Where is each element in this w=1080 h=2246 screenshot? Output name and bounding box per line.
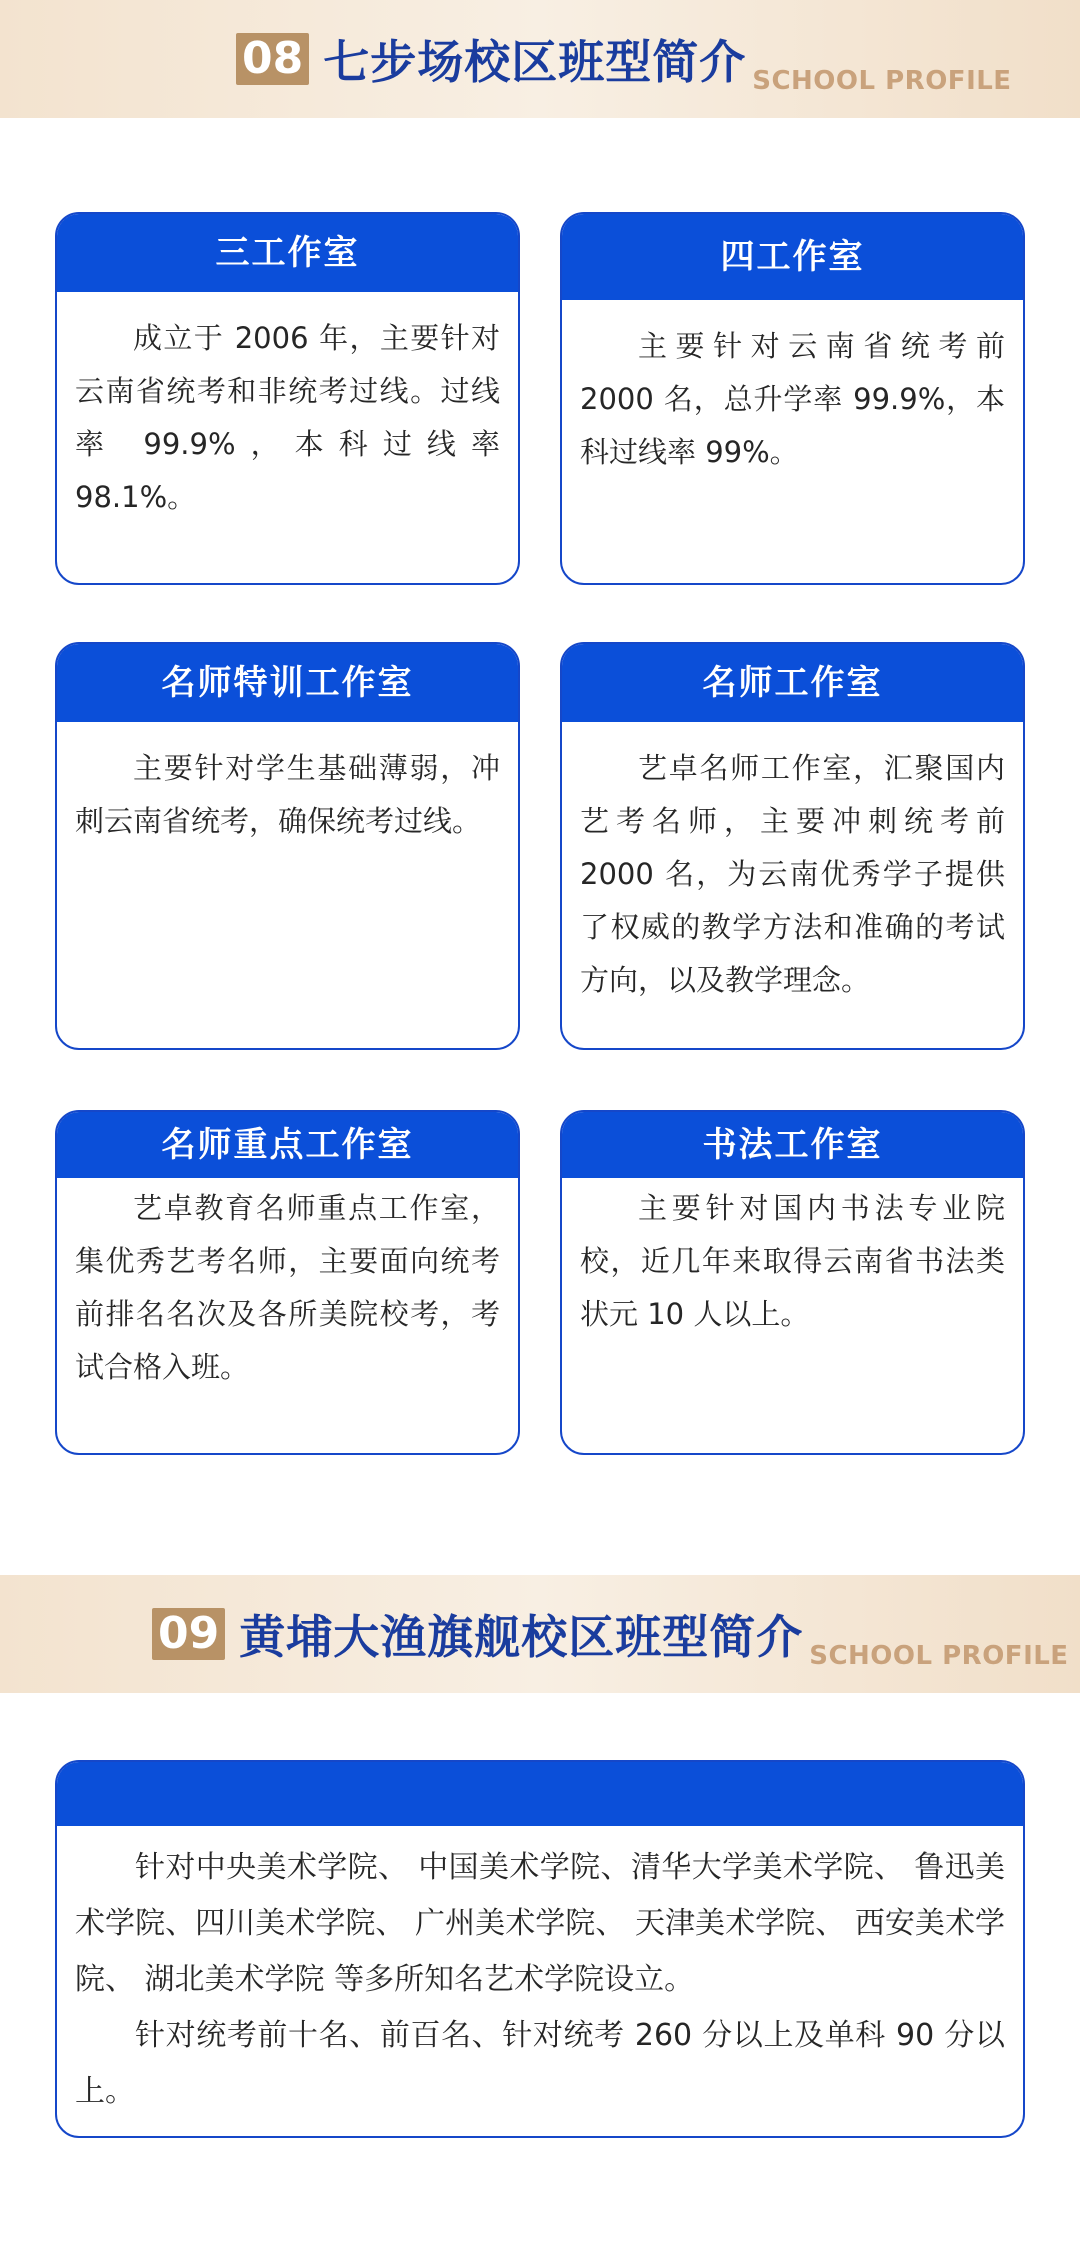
- card-title: 书法工作室: [562, 1112, 1023, 1178]
- section-09-number: 09: [152, 1608, 225, 1660]
- card-text: 艺卓名师工作室，汇聚国内艺考名师，主要冲刺统考前 2000 名，为云南优秀学子提供了权威的教学方法和准确的考试方向，以及教学理念。: [580, 751, 1005, 997]
- section-09-title: 黄埔大渔旗舰校区班型简介: [239, 1610, 804, 1664]
- card-text: 艺卓教育名师重点工作室，集优秀艺考名师，主要面向统考前排名名次及各所美院校考，考试合格入班。: [75, 1191, 500, 1384]
- section-09-subtitle: SCHOOL PROFILE: [809, 1641, 1069, 1671]
- card-title: 三工作室: [57, 214, 518, 292]
- card-text: [57, 1826, 1023, 2120]
- studio-card-mingshi-zhongdian: [55, 1110, 520, 1455]
- card-title: 名师重点工作室: [57, 1112, 518, 1178]
- card-text: 主要针对国内书法专业院校，近几年来取得云南省书法类状元 10 人以上。: [580, 1191, 1005, 1331]
- section-08-banner: [0, 0, 1080, 118]
- card-paragraph: 针对统考前十名、前百名、针对统考 260 分以上及单科 90 分以上。: [75, 2018, 1005, 2109]
- card-text: 主要针对云南省统考前 2000 名，总升学率 99.9%，本科过线率 99%。: [580, 329, 1005, 469]
- studio-card-mingshi: [560, 642, 1025, 1050]
- section-08-number: 08: [236, 33, 309, 85]
- section-08-subtitle: SCHOOL PROFILE: [752, 66, 1012, 96]
- card-paragraph: 针对中央美术学院、 中国美术学院、清华大学美术学院、 鲁迅美术学院、四川美术学院、 广州美术学院、 天津美术学院、 西安美术学院、 湖北美术学院 等多所知名艺术学院设立。: [75, 1850, 1005, 1997]
- studio-card-san: [55, 212, 520, 585]
- flagship-class-card: [55, 1760, 1025, 2138]
- section-09-banner: [0, 1575, 1080, 1693]
- studio-card-shufa: [560, 1110, 1025, 1455]
- card-title: 四工作室: [562, 214, 1023, 300]
- card-title: 名师工作室: [562, 644, 1023, 722]
- section-08-title: 七步场校区班型简介: [323, 35, 747, 89]
- studio-card-si: [560, 212, 1025, 585]
- card-text: 成立于 2006 年，主要针对云南省统考和非统考过线。过线率 99.9%，本科过线率 98.1%。: [75, 321, 500, 514]
- card-text: 主要针对学生基础薄弱，冲刺云南省统考，确保统考过线。: [75, 751, 500, 838]
- card-title: 名师特训工作室: [57, 644, 518, 722]
- studio-card-mingshi-texun: [55, 642, 520, 1050]
- card-title: [57, 1762, 1023, 1826]
